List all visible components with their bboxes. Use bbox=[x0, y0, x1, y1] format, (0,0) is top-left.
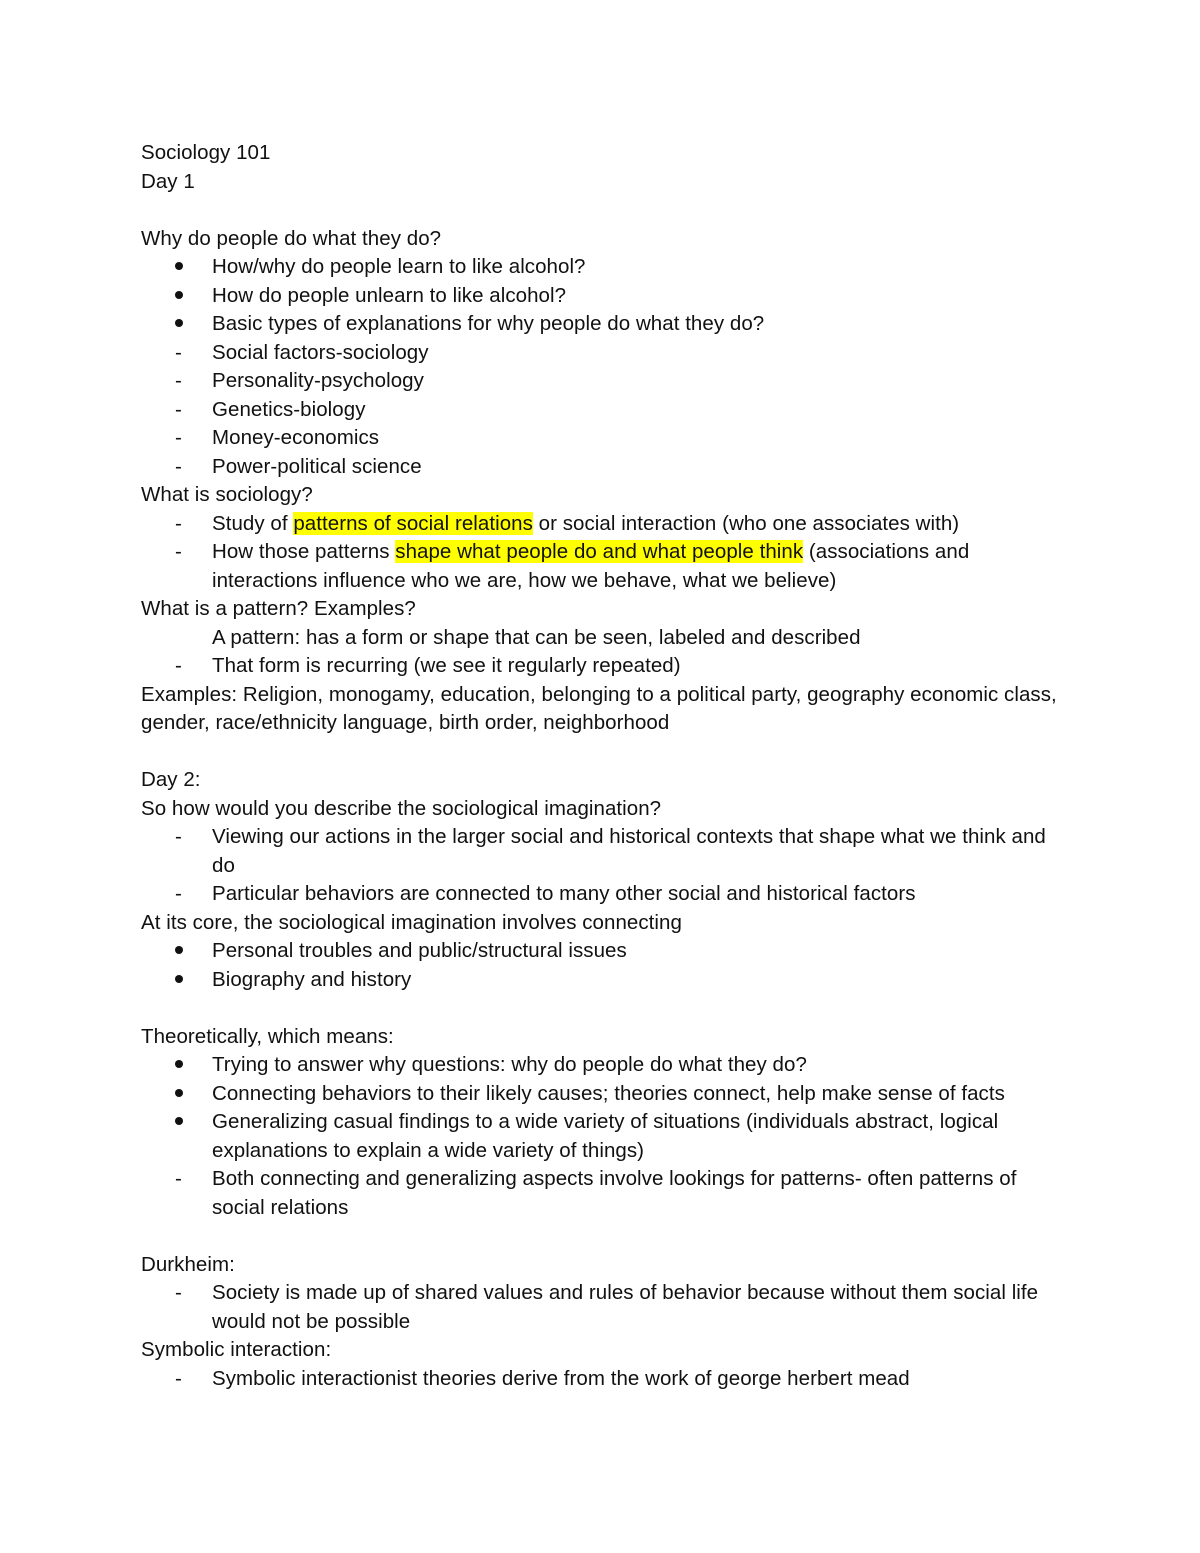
dash-icon: - bbox=[175, 1366, 182, 1390]
bullet-item bbox=[141, 1080, 1071, 1109]
dash-text-before: Study of bbox=[212, 511, 294, 535]
dash-text: That form is recurring (we see it regularly repeated) bbox=[212, 654, 681, 677]
dash-icon: - bbox=[175, 540, 182, 563]
blank-line bbox=[141, 1222, 1071, 1251]
dash-item bbox=[141, 424, 1071, 453]
dash-icon: - bbox=[175, 426, 182, 449]
day-1-heading: Day 1 bbox=[141, 169, 195, 193]
bullet-icon bbox=[175, 1080, 195, 1109]
bullet-icon bbox=[175, 966, 195, 995]
document-content bbox=[141, 139, 1071, 1393]
bullet-icon bbox=[175, 937, 195, 966]
bullet-item bbox=[141, 310, 1071, 339]
dash-icon: - bbox=[175, 340, 182, 364]
dash-icon: - bbox=[175, 397, 182, 421]
bullet-item bbox=[141, 1108, 1071, 1165]
question-sociological-imagination: So how would you describe the sociological imagination? bbox=[141, 796, 662, 820]
dash-item bbox=[141, 652, 1071, 681]
day-2-heading: Day 2: bbox=[141, 768, 201, 791]
dash-icon: - bbox=[175, 369, 182, 392]
dash-item bbox=[141, 1279, 1071, 1336]
bullet-text: Connecting behaviors to their likely causes; theories connect, help make sense of facts bbox=[212, 1081, 1005, 1105]
dash-item bbox=[141, 339, 1071, 368]
question-why-people: Why do people do what they do? bbox=[141, 226, 442, 250]
symbolic-interaction-heading: Symbolic interaction: bbox=[141, 1338, 332, 1361]
dash-icon: - bbox=[175, 1167, 182, 1190]
dash-text: Social factors-sociology bbox=[212, 340, 429, 364]
dash-icon: - bbox=[175, 1281, 182, 1304]
bullet-icon bbox=[175, 253, 195, 282]
durkheim-heading: Durkheim: bbox=[141, 1252, 235, 1276]
bullet-text: Personal troubles and public/structural issues bbox=[212, 939, 627, 962]
dash-item bbox=[141, 396, 1071, 425]
blank-line bbox=[141, 738, 1071, 767]
dash-text: Viewing our actions in the larger social and historical contexts that shape what we think and do bbox=[212, 825, 1046, 877]
dash-text: Power-political science bbox=[212, 454, 422, 478]
pattern-definition: A pattern: has a form or shape that can be seen, labeled and described bbox=[212, 625, 861, 649]
dash-text-after: or social interaction (who one associates with) bbox=[532, 511, 960, 535]
highlighted-text: shape what people do and what people think bbox=[395, 540, 804, 563]
dash-text-after: (associations and interactions influence who we are, how we behave, what we believe) bbox=[212, 540, 970, 592]
bullet-item bbox=[141, 253, 1071, 282]
dash-icon: - bbox=[175, 882, 182, 905]
dash-item bbox=[141, 538, 1071, 595]
dash-icon: - bbox=[175, 654, 182, 677]
dash-item bbox=[141, 510, 1071, 539]
bullet-text: Generalizing casual findings to a wide variety of situations (individuals abstract, logical explanations to explain a wide variety of things) bbox=[212, 1110, 999, 1162]
dash-item bbox=[141, 1365, 1071, 1394]
dash-item bbox=[141, 453, 1071, 482]
bullet-text: How do people unlearn to like alcohol? bbox=[212, 283, 567, 307]
dash-text: Personality-psychology bbox=[212, 369, 424, 392]
pattern-examples: Examples: Religion, monogamy, education, belonging to a political party, geography economic class, gender, race/ethnicity language, birth order, neighborhood bbox=[141, 682, 1057, 734]
dash-text: Particular behaviors are connected to many other social and historical factors bbox=[212, 882, 916, 905]
bullet-text: Trying to answer why questions: why do people do what they do? bbox=[212, 1053, 807, 1076]
blank-line bbox=[141, 196, 1071, 225]
bullet-item bbox=[141, 966, 1071, 995]
bullet-item bbox=[141, 1051, 1071, 1080]
bullet-icon bbox=[175, 1108, 195, 1137]
dash-text: Symbolic interactionist theories derive from the work of george herbert mead bbox=[212, 1366, 910, 1390]
bullet-icon bbox=[175, 310, 195, 339]
dash-item bbox=[141, 1165, 1071, 1222]
theory-heading: Theoretically, which means: bbox=[141, 1024, 394, 1048]
dash-text: Money-economics bbox=[212, 426, 380, 449]
bullet-text: How/why do people learn to like alcohol? bbox=[212, 255, 586, 278]
bullet-icon bbox=[175, 282, 195, 311]
bullet-item bbox=[141, 937, 1071, 966]
core-statement: At its core, the sociological imagination involves connecting bbox=[141, 910, 682, 934]
dash-item bbox=[141, 367, 1071, 396]
dash-text-before: How those patterns bbox=[212, 540, 396, 563]
bullet-icon bbox=[175, 1051, 195, 1080]
dash-item bbox=[141, 823, 1071, 880]
question-what-is-pattern: What is a pattern? Examples? bbox=[141, 597, 416, 620]
bullet-text: Basic types of explanations for why people do what they do? bbox=[212, 312, 765, 335]
bullet-item bbox=[141, 282, 1071, 311]
question-what-is-sociology: What is sociology? bbox=[141, 483, 313, 506]
highlighted-text: patterns of social relations bbox=[293, 511, 533, 535]
dash-text: Society is made up of shared values and rules of behavior because without them social life would not be possible bbox=[212, 1281, 1039, 1333]
blank-line bbox=[141, 994, 1071, 1023]
dash-text: Both connecting and generalizing aspects involve lookings for patterns- often patterns of social relations bbox=[212, 1167, 1017, 1219]
dash-text: Genetics-biology bbox=[212, 397, 366, 421]
dash-item bbox=[141, 880, 1071, 909]
dash-icon: - bbox=[175, 825, 182, 848]
document-title: Sociology 101 bbox=[141, 141, 271, 164]
bullet-text: Biography and history bbox=[212, 967, 412, 991]
dash-icon: - bbox=[175, 454, 182, 478]
dash-icon: - bbox=[175, 511, 182, 535]
